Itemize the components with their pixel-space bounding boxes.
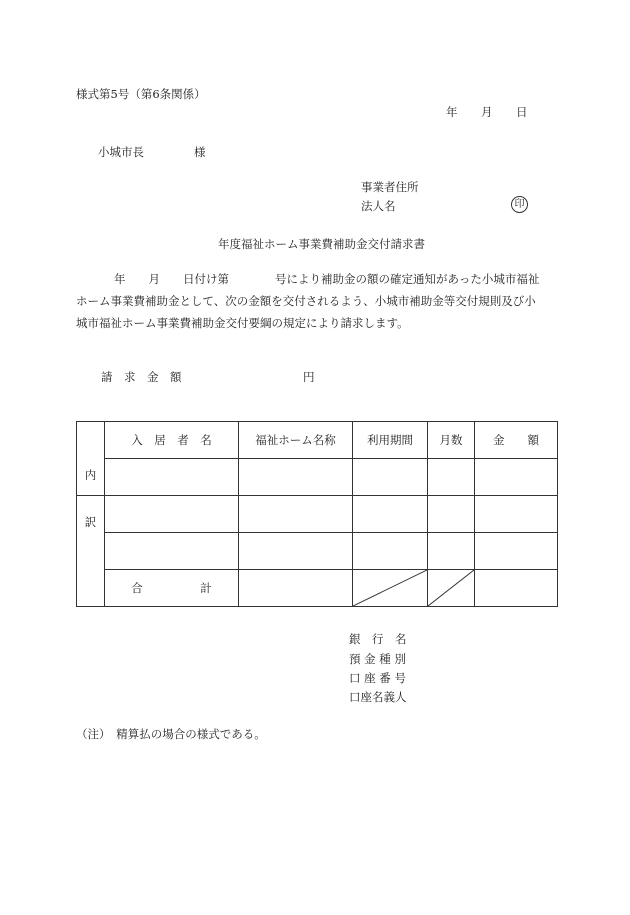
cell-months[interactable] bbox=[428, 533, 475, 570]
cell-amount[interactable] bbox=[475, 459, 558, 496]
total-label: 合 計 bbox=[105, 570, 239, 607]
deposit-type-label: 預 金 種 別 bbox=[349, 652, 406, 666]
bank-name-label: 銀 行 名 bbox=[349, 632, 407, 646]
cell-months[interactable] bbox=[428, 496, 475, 533]
addressee-honorific: 様 bbox=[194, 145, 206, 159]
body-text bbox=[76, 268, 560, 334]
cell-usage-period[interactable] bbox=[353, 459, 428, 496]
request-amount-unit: 円 bbox=[303, 370, 315, 384]
cell-usage-period[interactable] bbox=[353, 496, 428, 533]
addressee-name: 小城市長 bbox=[98, 145, 144, 159]
side-label-top: 内 bbox=[77, 422, 105, 496]
cell-resident-name[interactable] bbox=[105, 459, 239, 496]
cell-months[interactable] bbox=[428, 459, 475, 496]
account-number-label: 口 座 番 号 bbox=[349, 671, 406, 685]
breakdown-table bbox=[76, 421, 558, 607]
cell-home-name[interactable] bbox=[239, 533, 353, 570]
date-day: 日 bbox=[516, 105, 528, 119]
header-months: 月数 bbox=[428, 422, 475, 459]
cell-amount[interactable] bbox=[475, 496, 558, 533]
diagonal-strike-icon bbox=[428, 570, 474, 606]
seal-icon: 印 bbox=[511, 196, 528, 213]
header-resident-name: 入 居 者 名 bbox=[105, 422, 239, 459]
table-row bbox=[77, 496, 558, 533]
cell-usage-period[interactable] bbox=[353, 533, 428, 570]
header-amount: 金 額 bbox=[475, 422, 558, 459]
cell-amount[interactable] bbox=[475, 533, 558, 570]
side-label-bottom: 訳 bbox=[77, 496, 105, 607]
cell-home-name[interactable] bbox=[239, 459, 353, 496]
body-line-1: 年 月 日付け第 号により補助金の額の確定通知があった小城市福祉 bbox=[114, 272, 540, 286]
body-line-2: ホーム事業費補助金として、次の金額を交付されるよう、小城市補助金等交付規則及び小 bbox=[76, 294, 536, 308]
cell-total-period-crossed bbox=[353, 570, 428, 607]
cell-total-months-crossed bbox=[428, 570, 475, 607]
form-number: 様式第5号（第6条関係） bbox=[76, 87, 206, 101]
date-year: 年 bbox=[446, 105, 458, 119]
table-total-row bbox=[77, 570, 558, 607]
header-usage-period: 利用期間 bbox=[353, 422, 428, 459]
document-title: 年度福祉ホーム事業費補助金交付請求書 bbox=[218, 237, 425, 251]
applicant-address-label: 事業者住所 bbox=[361, 180, 419, 194]
cell-total-amount[interactable] bbox=[475, 570, 558, 607]
request-amount-label: 請 求 金 額 bbox=[101, 370, 182, 384]
table-row bbox=[77, 533, 558, 570]
table-header-row bbox=[77, 422, 558, 459]
header-home-name: 福祉ホーム名称 bbox=[239, 422, 353, 459]
cell-total-home-name[interactable] bbox=[239, 570, 353, 607]
footnote: （注） 精算払の場合の様式である。 bbox=[76, 727, 266, 741]
cell-resident-name[interactable] bbox=[105, 533, 239, 570]
table-row bbox=[77, 459, 558, 496]
account-holder-label: 口座名義人 bbox=[349, 690, 407, 704]
applicant-name-label: 法人名 bbox=[361, 199, 396, 213]
cell-home-name[interactable] bbox=[239, 496, 353, 533]
date-month: 月 bbox=[481, 105, 493, 119]
cell-resident-name[interactable] bbox=[105, 496, 239, 533]
diagonal-strike-icon bbox=[353, 570, 427, 606]
body-line-3: 城市福祉ホーム事業費補助金交付要綱の規定により請求します。 bbox=[76, 316, 409, 330]
